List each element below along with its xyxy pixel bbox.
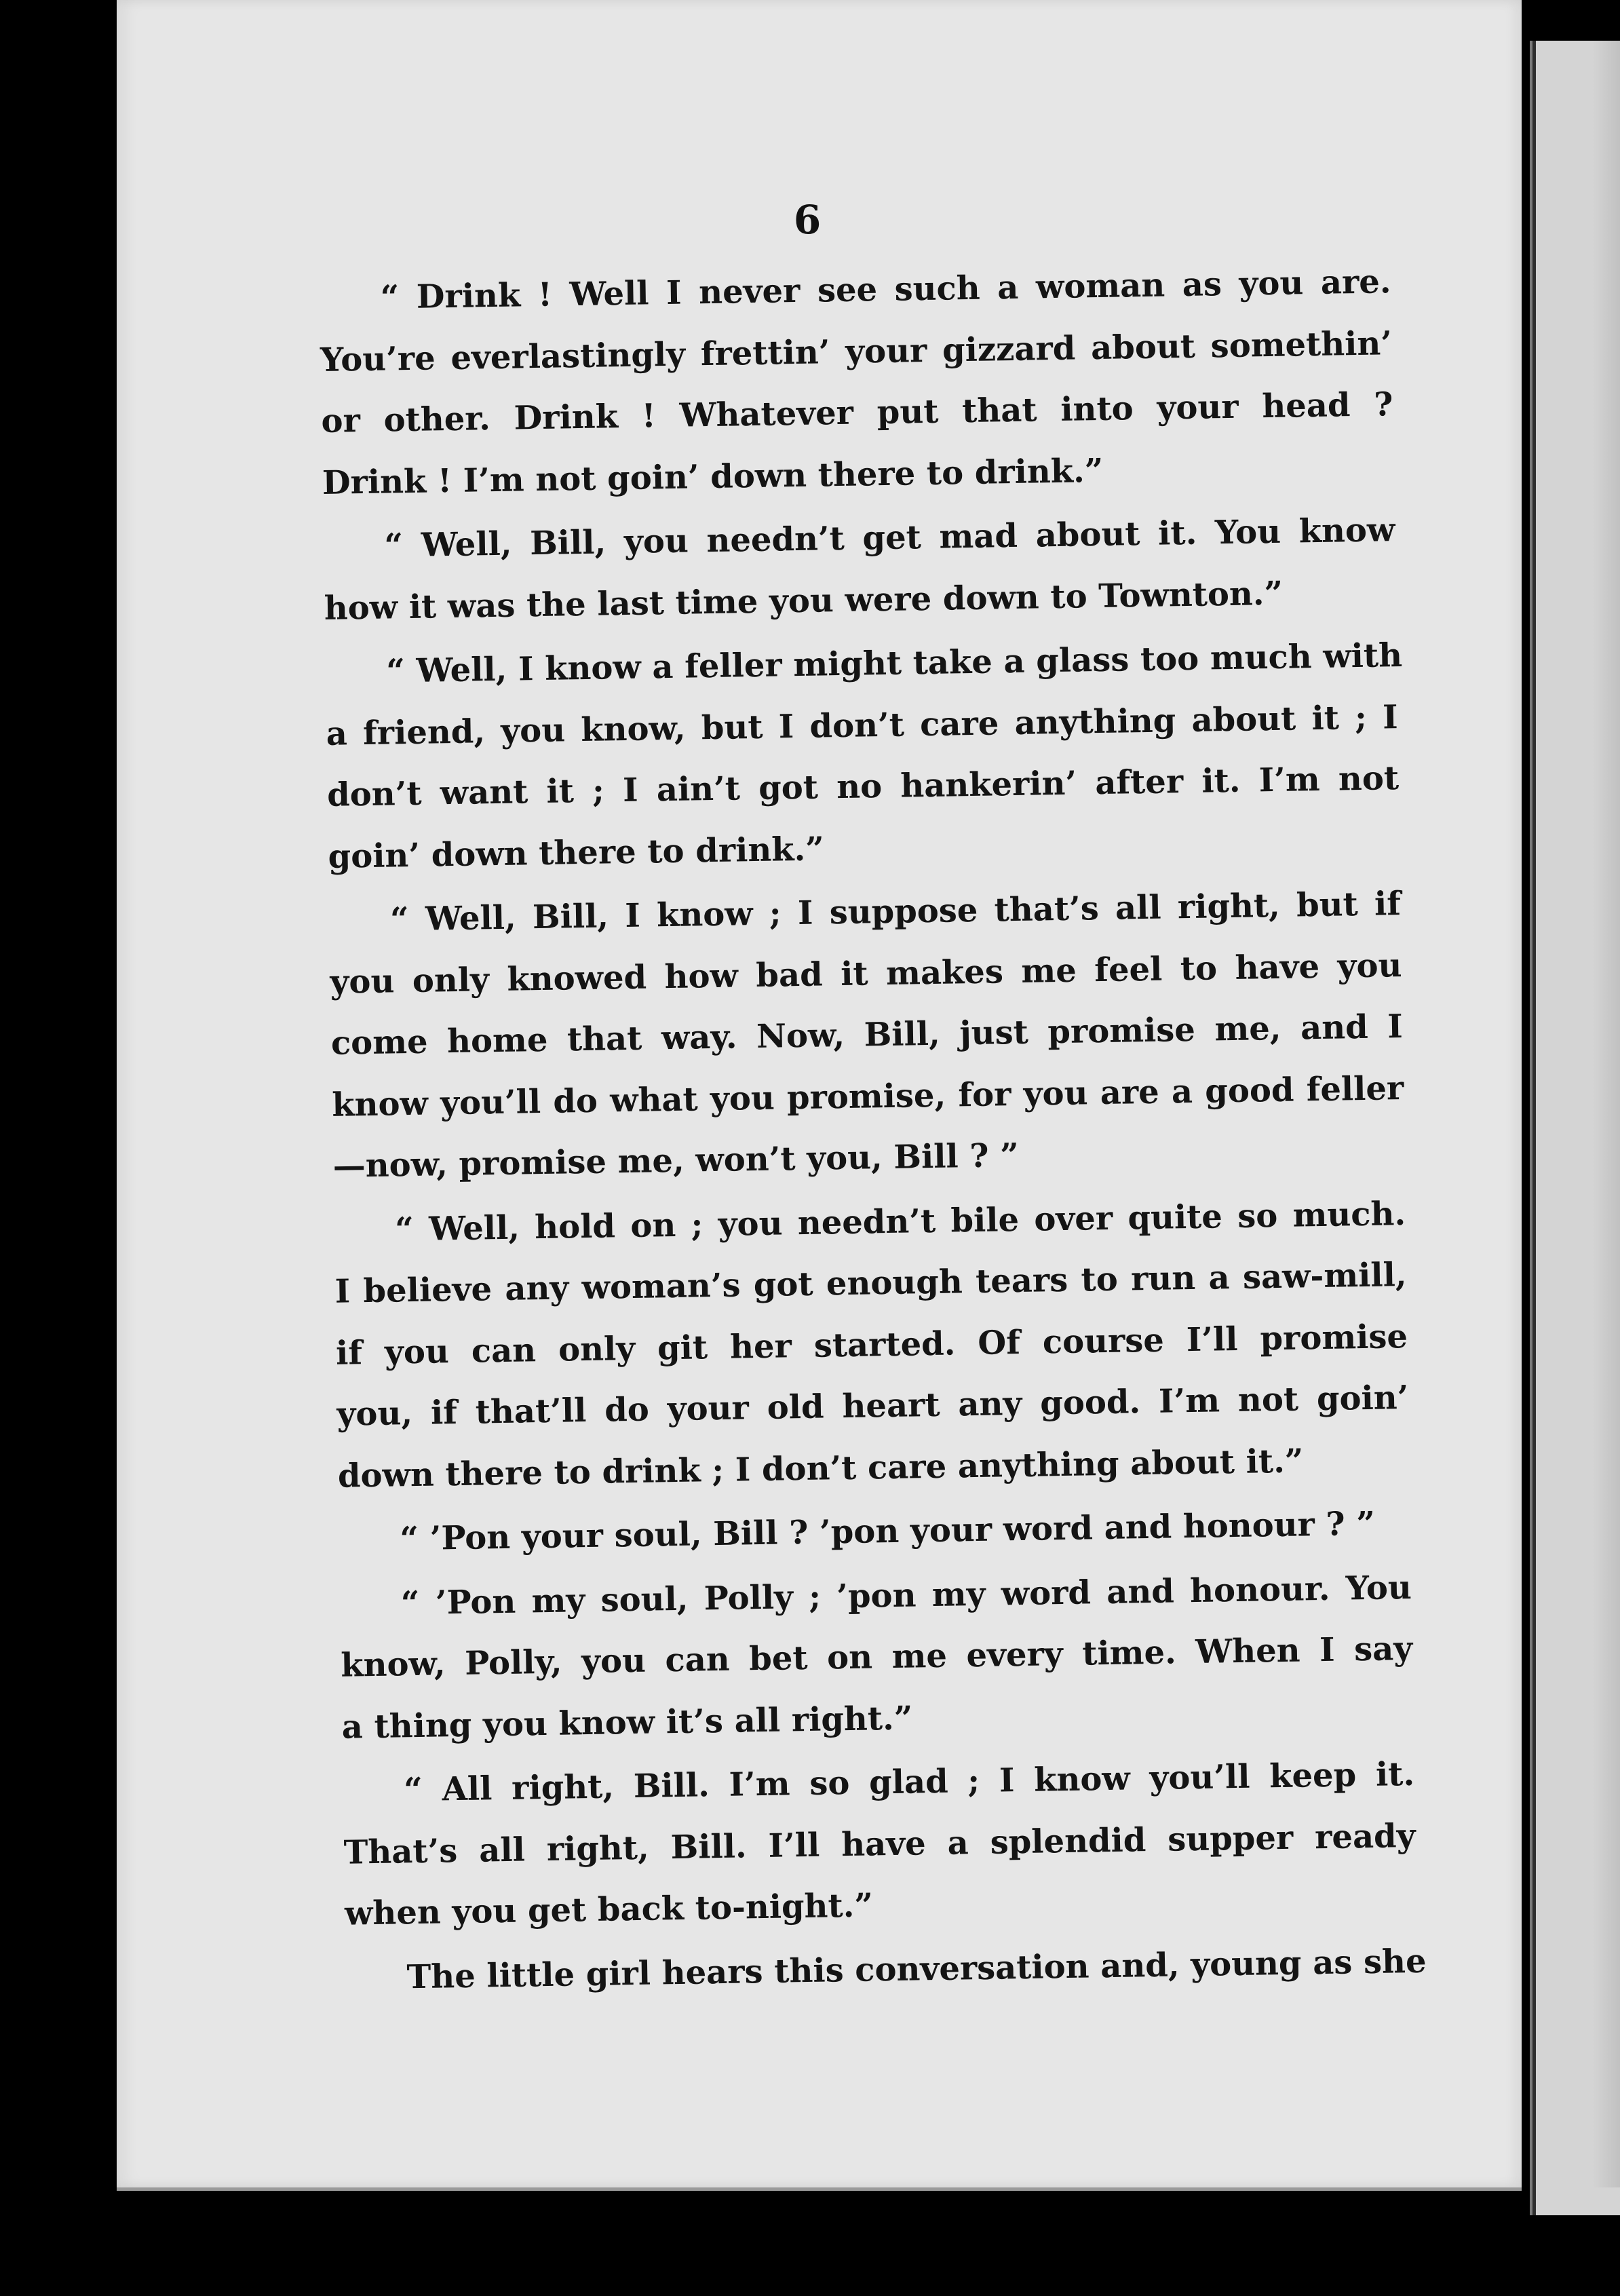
text-line: “ Well, hold on ; you needn’t bile over quite so much. bbox=[394, 1194, 1406, 1248]
text-line: The little girl hears this conversation and, young as she bbox=[406, 1942, 1427, 1996]
paragraph bbox=[339, 1556, 1414, 1757]
text-line: I believe any woman’s got enough tears to run a saw-mill, bbox=[334, 1255, 1407, 1311]
text-line: “ ’Pon my soul, Polly ; ’pon my word and honour. You bbox=[400, 1568, 1412, 1622]
text-line: or other. Drink ! Whatever put that into your head ? bbox=[321, 385, 1393, 440]
text-line: goin’ down there to drink.” bbox=[328, 829, 825, 876]
text-line: “ Well, Bill, you needn’t get mad about it. You know bbox=[384, 511, 1395, 565]
paragraph bbox=[319, 251, 1394, 514]
gutter-shadow bbox=[1592, 0, 1620, 2187]
paragraph bbox=[345, 1930, 1427, 2008]
text-line: how it was the last time you were down to Townton.” bbox=[324, 574, 1284, 628]
text-line: “ Well, I know a feller might take a glass too much with bbox=[385, 636, 1403, 691]
text-line: down there to drink ; I don’t care anything about it.” bbox=[337, 1441, 1304, 1495]
page-number: 6 bbox=[793, 197, 822, 243]
page-fold-line bbox=[1532, 41, 1536, 2215]
paragraph bbox=[334, 1183, 1410, 1507]
text-line: a friend, you know, but I don’t care anything about it ; I bbox=[326, 697, 1399, 753]
text-line: if you can only git her started. Of course I’ll promise bbox=[335, 1317, 1408, 1373]
text-line: come home that way. Now, Bill, just promise me, and I bbox=[330, 1008, 1404, 1063]
text-line: when you get back to-night.” bbox=[344, 1886, 874, 1933]
text-line: “ Well, Bill, I know ; I suppose that’s all right, but if bbox=[389, 885, 1402, 939]
text-line: Drink ! I’m not goin’ down there to drink.” bbox=[322, 451, 1104, 502]
paragraph bbox=[343, 1744, 1417, 1945]
text-line: know, Polly, you can bet on me every time. When I say bbox=[340, 1629, 1413, 1685]
paragraph bbox=[325, 625, 1403, 887]
paragraph bbox=[323, 499, 1397, 639]
text-line: You’re everlastingly frettin’ your gizzard about somethin’ bbox=[320, 324, 1393, 379]
text-line: don’t want it ; I ain’t got no hankerin’ after it. I’m not bbox=[326, 759, 1400, 814]
body-text bbox=[319, 251, 1427, 2012]
text-line: know you’ll do what you promise, for you are a good feller bbox=[331, 1069, 1404, 1124]
text-line: —now, promise me, won’t you, Bill ? ” bbox=[332, 1136, 1020, 1185]
text-line: “ ’Pon your soul, Bill ? ’pon your word and honour ? ” bbox=[400, 1504, 1376, 1558]
text-line: a thing you know it’s all right.” bbox=[341, 1699, 913, 1746]
text-line: “ Drink ! Well I never see such a woman as you are. bbox=[380, 263, 1391, 317]
text-line: “ All right, Bill. I’m so glad ; I know you’ll keep it. bbox=[403, 1755, 1415, 1810]
paragraph bbox=[328, 873, 1405, 1197]
text-line: That’s all right, Bill. I’ll have a splendid supper ready bbox=[343, 1816, 1416, 1872]
text-line: you, if that’ll do your old heart any good. I’m not goin’ bbox=[336, 1378, 1409, 1434]
text-line: you only knowed how bad it makes me feel to have you bbox=[330, 946, 1402, 1001]
